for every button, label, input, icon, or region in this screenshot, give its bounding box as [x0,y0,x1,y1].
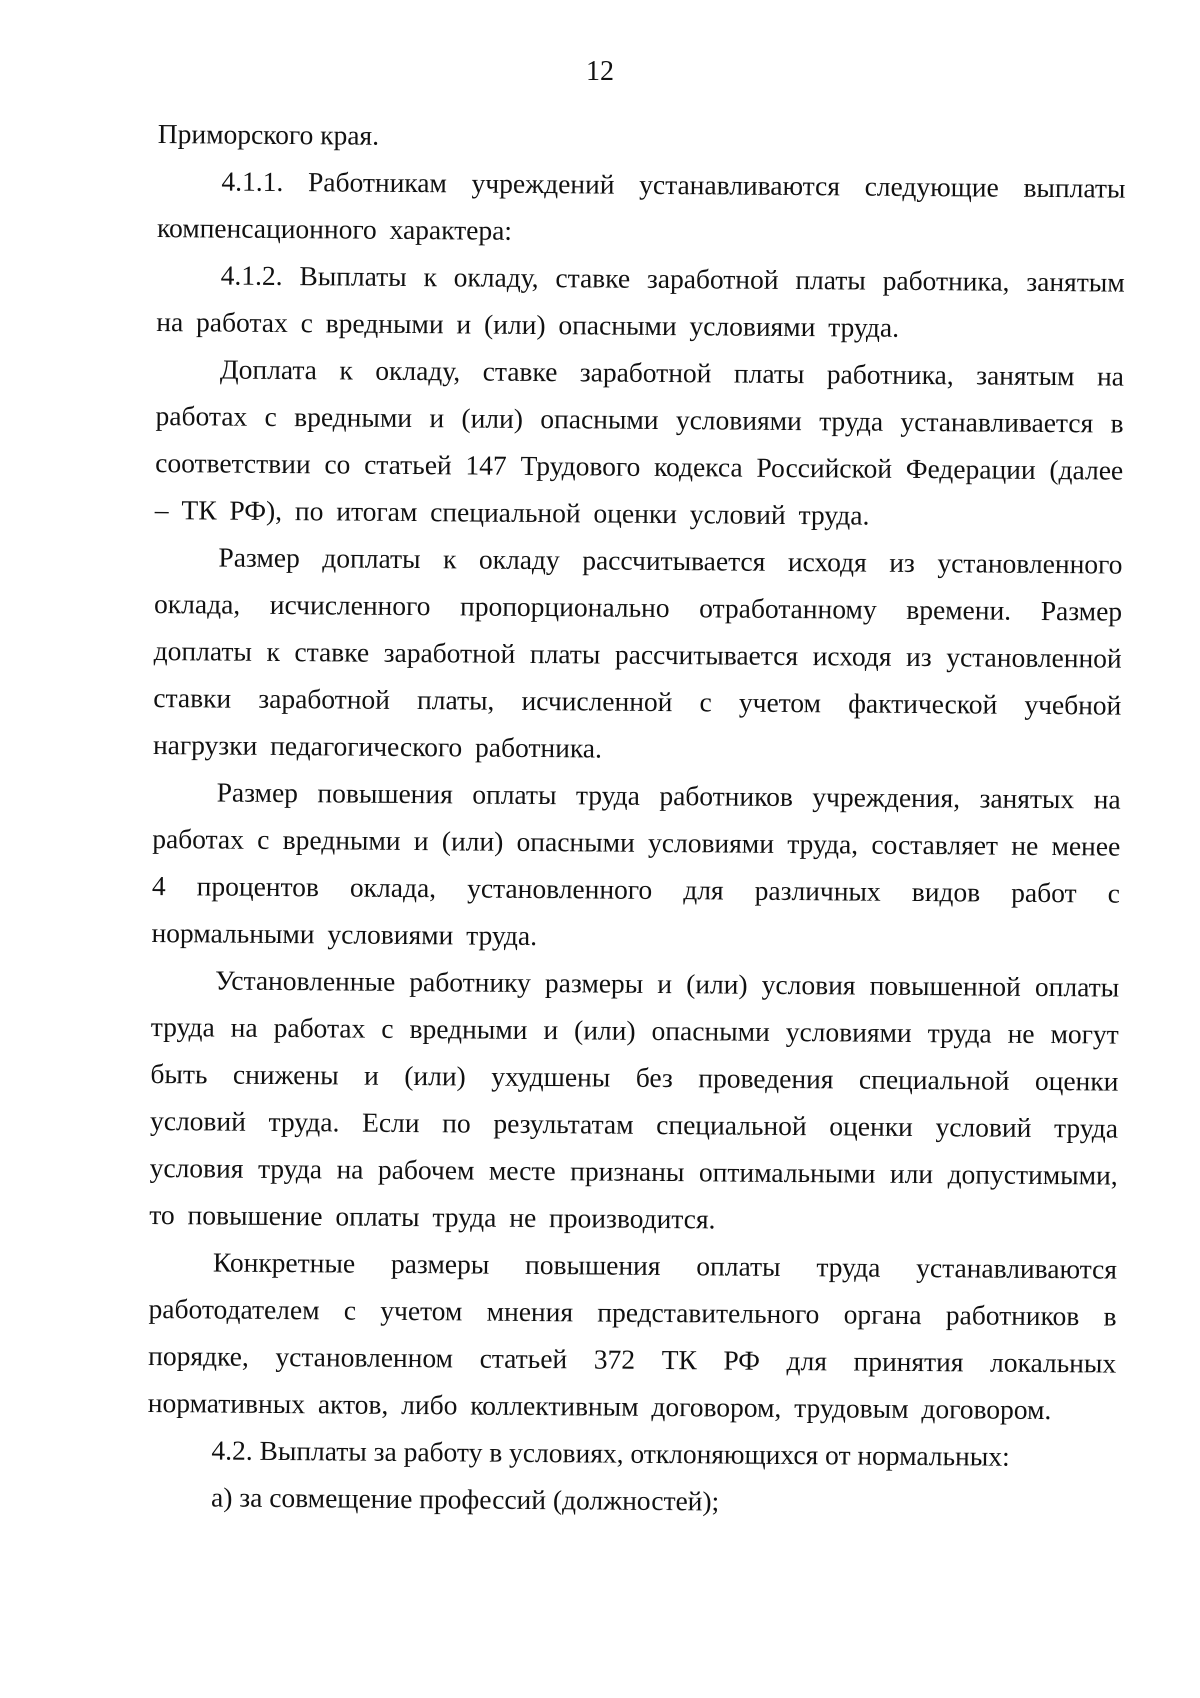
paragraph-item-a: а) за совмещение профессий (должностей); [210,1481,720,1517]
paragraph-pay-size: Размер доплаты к окладу рассчитывается исходя из установленного оклада, исчисленного пропорционально отработанному времени. Размер доплаты к ставке заработной платы рассчитывается исходя из установленной ставки заработной платы, исчисленной с учетом фактической учебной нагрузки педагогического работника. [152,541,1123,764]
paragraph-specific-sizes: Конкретные размеры повышения оплаты труда устанавливаются работодателем с учетом мнения представительного органа работников в порядке, установленном статьей 372 ТК РФ для принятия локальных нормативных актов, либо коллективным договором, трудовым договором. [147,1246,1118,1426]
paragraph-established-conditions: Установленные работнику размеры и (или) условия повышенной оплаты труда на работах с вредными и (или) опасными условиями труда не могут быть снижены и (или) ухудшены без проведения специальной оценки условий труда. Если по результатам специальной оценки условий труда условия труда на рабочем месте признаны оптимальными или допустимыми, то повышение оплаты труда не производится. [149,964,1120,1235]
paragraph-additional-pay: Доплата к окладу, ставке заработной платы работника, занятым на работах с вредными и (или) опасными условиями труда устанавливается в соответствии со статьей 147 Трудового кодекса Российской Федерации (далее – ТК РФ), по итогам специальной оценки условий труда. [154,353,1125,531]
page-number: 12 [586,56,614,87]
paragraph-4-2: 4.2. Выплаты за работу в условиях, отклоняющихся от нормальных: [211,1434,1010,1472]
document-body [147,110,1126,1528]
paragraph-pay-increase: Размер повышения оплаты труда работников учреждения, занятых на работах с вредными и (или) опасными условиями труда, составляет не менее 4 процентов оклада, установленного для различных видов работ с нормальными условиями труда. [151,776,1121,952]
paragraph-4-1-2: 4.1.2. Выплаты к окладу, ставке заработной платы работника, занятым на работах с вредными и (или) опасными условиями труда. [156,259,1125,343]
paragraph-continuation: Приморского края. [157,117,380,151]
paragraph-4-1-1: 4.1.1. Работникам учреждений устанавливаются следующие выплаты компенсационного характера: [156,165,1126,246]
